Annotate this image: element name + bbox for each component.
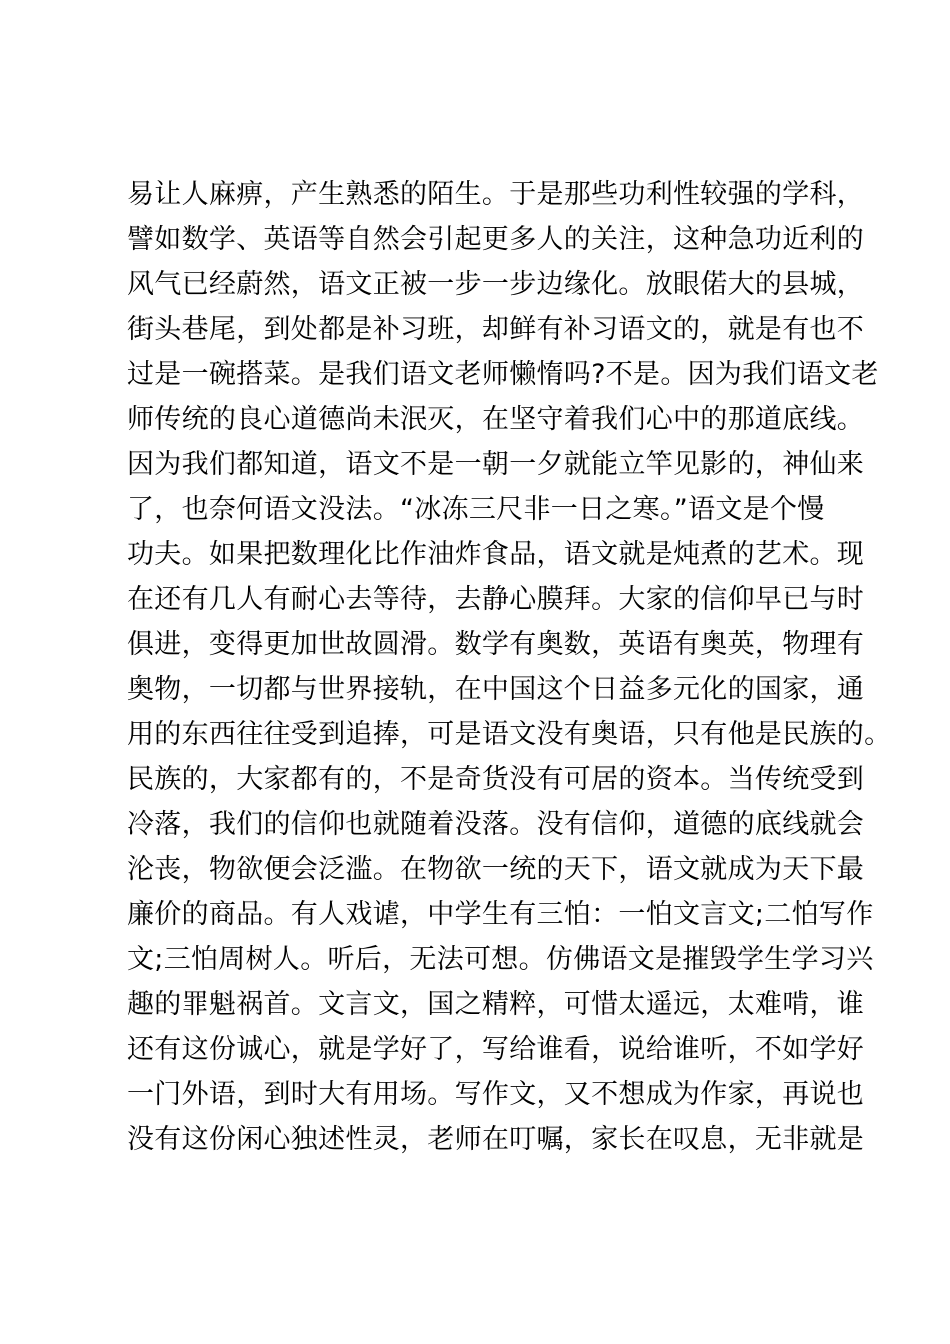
text-line: 一门外语，到时大有用场。写作文，又不想成为作家，再说也 — [127, 1079, 865, 1110]
text-line: 还有这份诚心，就是学好了，写给谁看，说给谁听，不如学好 — [127, 1034, 865, 1065]
text-line: 过是一碗搭菜。是我们语文老师懒惰吗?不是。因为我们语文老 — [127, 359, 879, 390]
text-line: 没有这份闲心独述性灵，老师在叮嘱，家长在叹息，无非就是 — [127, 1124, 865, 1155]
text-line: 冷落，我们的信仰也就随着没落。没有信仰，道德的底线就会 — [127, 809, 865, 840]
text-line: 沦丧，物欲便会泛滥。在物欲一统的天下，语文就成为天下最 — [127, 854, 865, 885]
text-line: 功夫。如果把数理化比作油炸食品，语文就是炖煮的艺术。现 — [127, 539, 865, 570]
text-line: 俱进，变得更加世故圆滑。数学有奥数，英语有奥英，物理有 — [127, 629, 865, 660]
text-line: 用的东西往往受到追捧，可是语文没有奥语，只有他是民族的。 — [127, 719, 892, 750]
text-line: 民族的，大家都有的，不是奇货没有可居的资本。当传统受到 — [127, 764, 865, 795]
text-line: 在还有几人有耐心去等待，去静心膜拜。大家的信仰早已与时 — [127, 584, 865, 615]
text-line: 易让人麻痹，产生熟悉的陌生。于是那些功利性较强的学科， — [127, 179, 865, 210]
text-line: 文;三怕周树人。听后，无法可想。仿佛语文是摧毁学生学习兴 — [127, 944, 874, 975]
text-line: 譬如数学、英语等自然会引起更多人的关注，这种急功近利的 — [127, 224, 865, 255]
text-line: 奥物，一切都与世界接轨，在中国这个日益多元化的国家，通 — [127, 674, 865, 705]
text-line: 街头巷尾，到处都是补习班，却鲜有补习语文的，就是有也不 — [127, 314, 865, 345]
text-line: 廉价的商品。有人戏谑，中学生有三怕：一怕文言文;二怕写作 — [127, 899, 874, 930]
text-line: 风气已经蔚然，语文正被一步一步边缘化。放眼偌大的县城， — [127, 269, 865, 300]
text-line: 了，也奈何语文没法。“冰冻三尺非一日之寒。”语文是个慢 — [127, 494, 825, 525]
text-line: 师传统的良心道德尚未泯灭，在坚守着我们心中的那道底线。 — [127, 404, 865, 435]
text-line: 趣的罪魁祸首。文言文，国之精粹，可惜太遥远，太难啃，谁 — [127, 989, 865, 1020]
body-text — [127, 172, 892, 1162]
text-line: 因为我们都知道，语文不是一朝一夕就能立竿见影的，神仙来 — [127, 449, 865, 480]
